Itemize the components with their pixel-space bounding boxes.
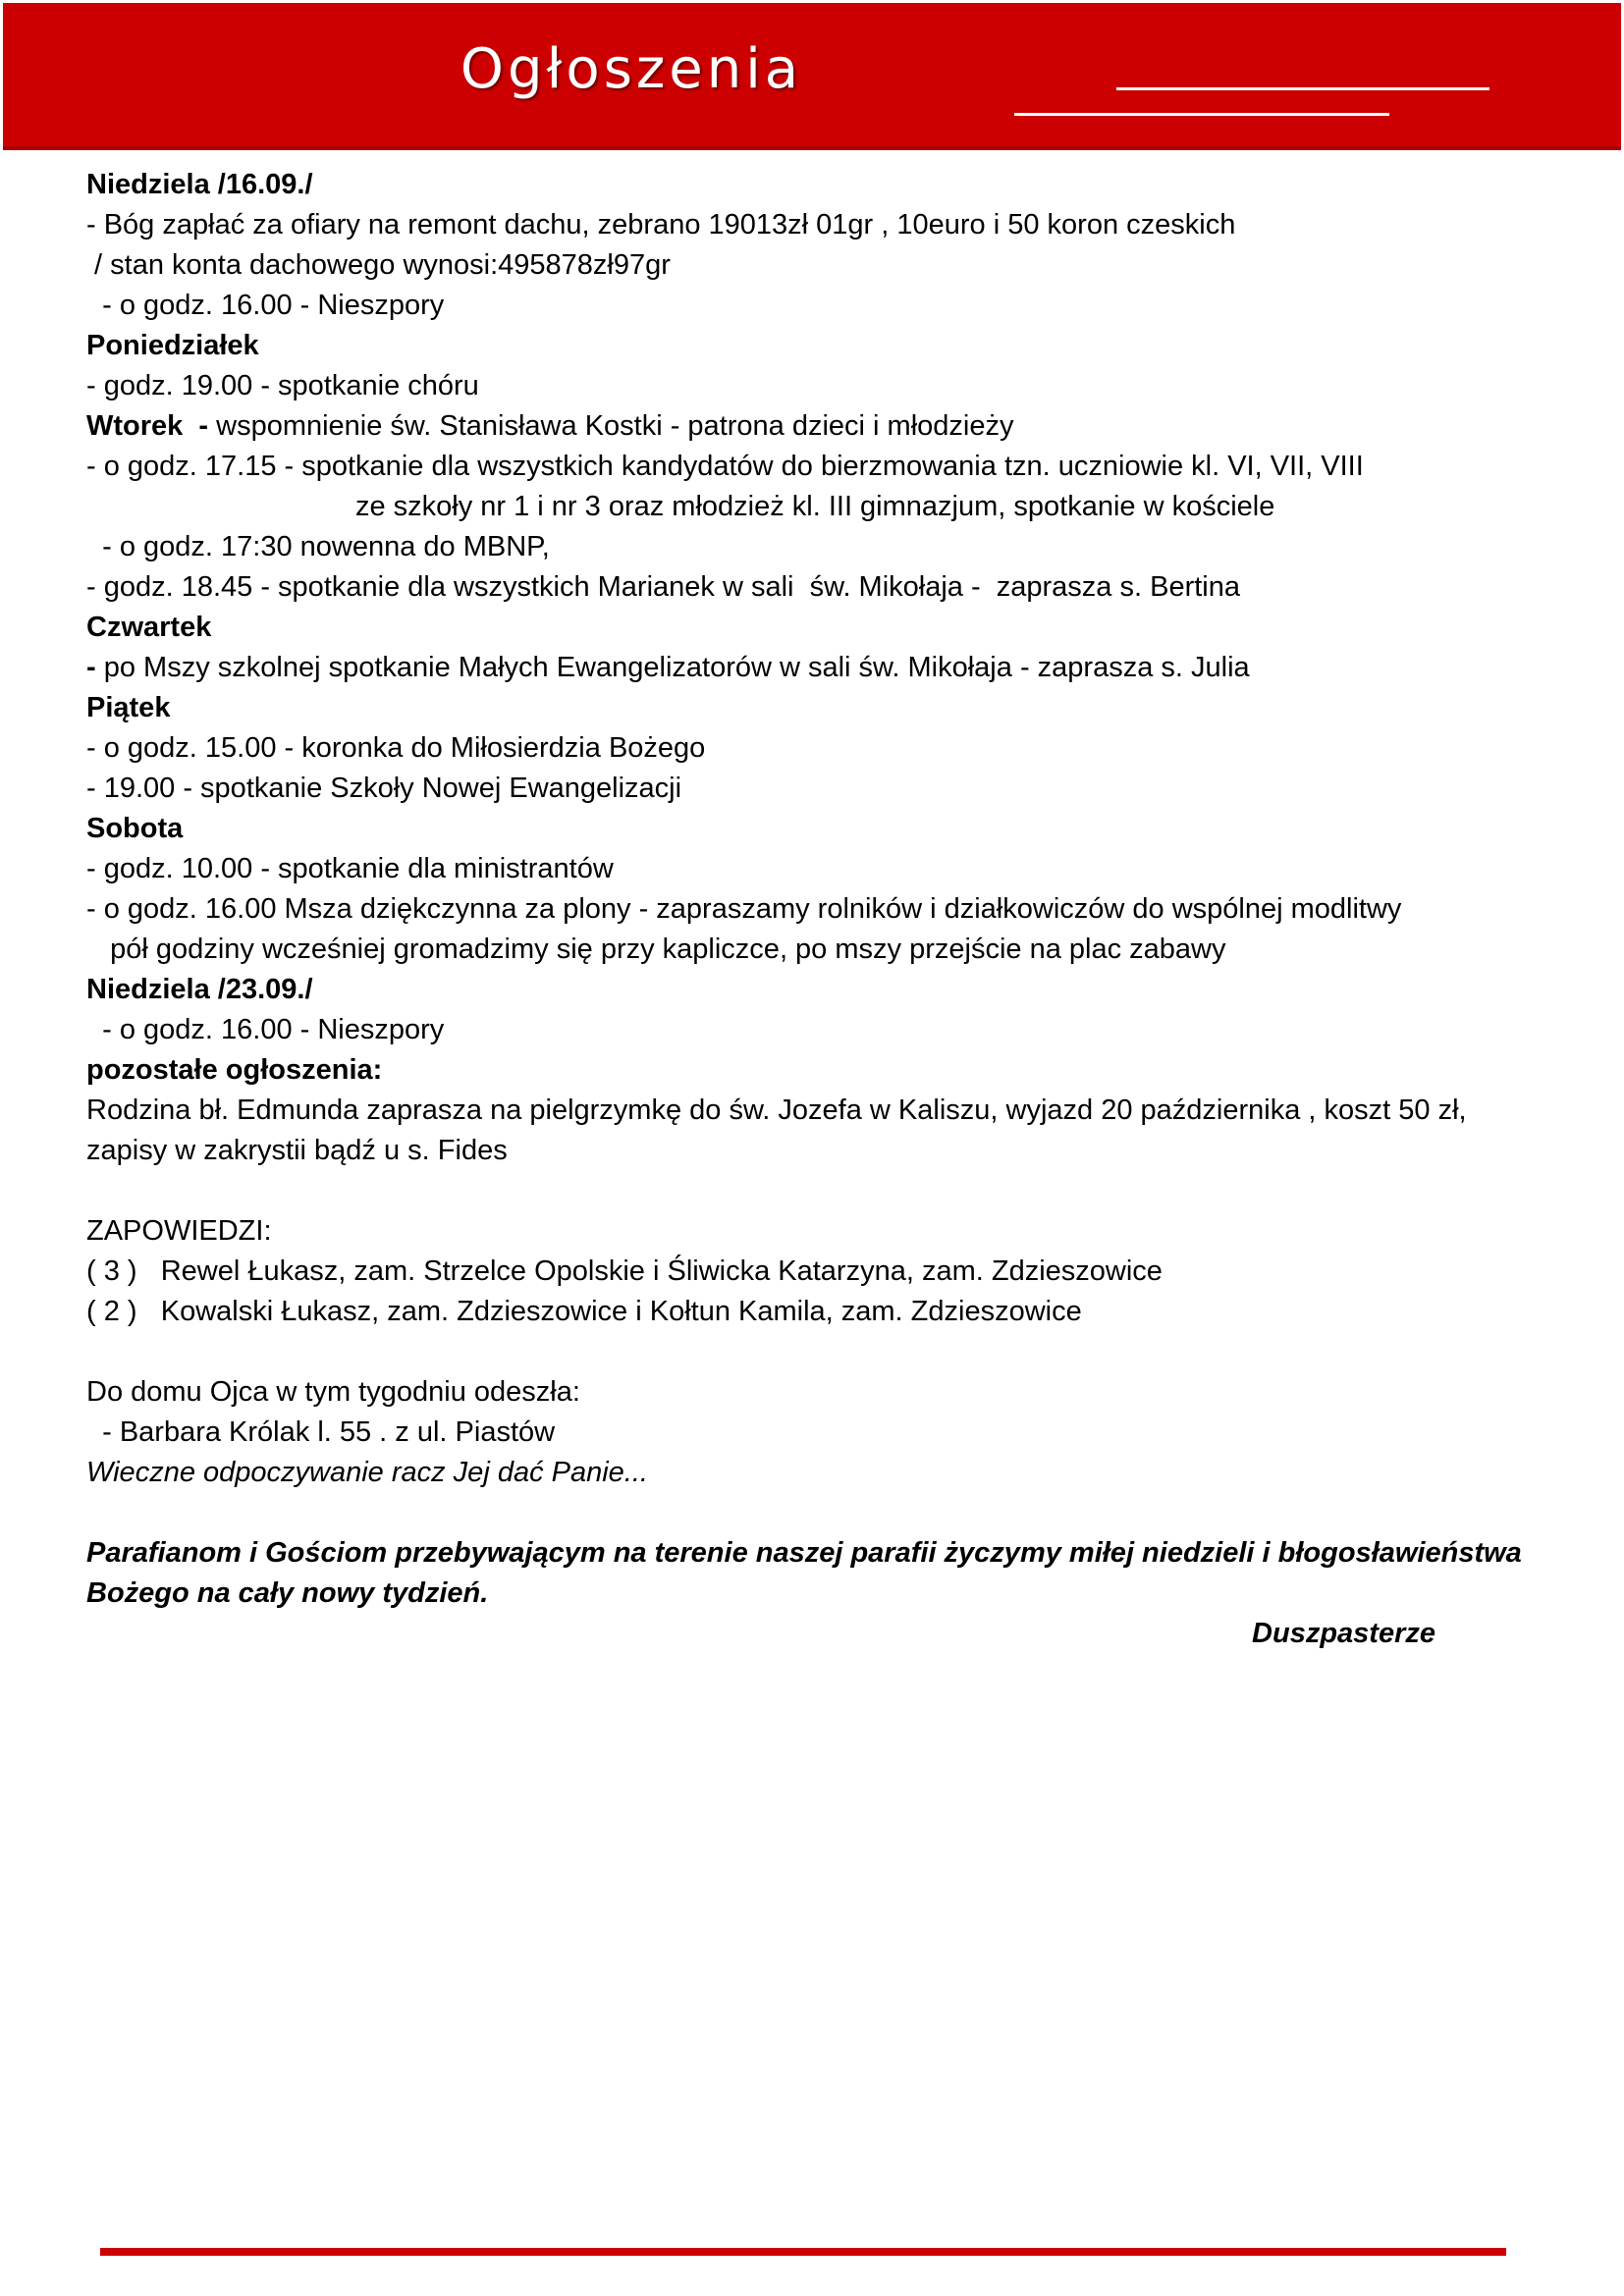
section-heading: pozostałe ogłoszenia: [86,1054,383,1086]
announcement-line: - o godz. 16.00 - Nieszpory [86,1014,445,1045]
header-decorative-rule [1014,113,1389,116]
bullet-dash: - [86,652,96,683]
banns-item: ( 3 ) Rewel Łukasz, zam. Strzelce Opolskie i Śliwicka Katarzyna, zam. Zdzieszowice [86,1255,1163,1287]
announcement-text: wspomnienie św. Stanisława Kostki - patrona dzieci i młodzieży [208,410,1014,442]
announcement-line: - Bóg zapłać za ofiary na remont dachu, zebrano 19013zł 01gr , 10euro i 50 koron czeskich [86,209,1236,240]
spacer [86,1171,1579,1211]
announcement-line: - o godz. 15.00 - koronka do Miłosierdzia Bożego [86,732,706,764]
day-heading: Wtorek - [86,410,209,442]
page-title: Ogłoszenia [460,37,803,101]
spacer [86,1332,1579,1372]
announcement-line: - godz. 19.00 - spotkanie chóru [86,370,479,401]
day-heading: Niedziela /16.09./ [86,169,313,200]
announcement-text: po Mszy szkolnej spotkanie Małych Ewangelizatorów w sali św. Mikołaja - zaprasza s. Julia [95,652,1250,683]
announcement-paragraph: Rodzina bł. Edmunda zaprasza na pielgrzymkę do św. Jozefa w Kaliszu, wyjazd 20 października , koszt 50 zł, zapisy w zakrystii bądź u s. Fides [86,1095,1467,1166]
day-heading: Czwartek [86,612,212,643]
closing-wish: Parafianom i Gościom przebywającym na terenie naszej parafii życzymy miłej niedzieli i błogosławieństwa Bożego na cały nowy tydzień. [86,1537,1522,1609]
day-heading: Poniedziałek [86,330,259,361]
announcement-line: - o godz. 16.00 Msza dziękczynna za plony - zapraszamy rolników i działkowiczów do wspólnej modlitwy [86,893,1402,925]
day-heading: Piątek [86,692,171,723]
announcement-line: - godz. 18.45 - spotkanie dla wszystkich Marianek w sali św. Mikołaja - zaprasza s. Bertina [86,571,1240,603]
announcement-line: - 19.00 - spotkanie Szkoły Nowej Ewangelizacji [86,773,682,804]
footer-rule [100,2248,1506,2256]
signature: Duszpasterze [1252,1618,1435,1649]
section-heading: ZAPOWIEDZI: [86,1215,272,1247]
announcement-line: - o godz. 16.00 - Nieszpory [86,290,445,321]
banns-item: ( 2 ) Kowalski Łukasz, zam. Zdzieszowice i Kołtun Kamila, zam. Zdzieszowice [86,1296,1082,1327]
announcement-line: ze szkoły nr 1 i nr 3 oraz młodzież kl. III gimnazjum, spotkanie w kościele [86,491,1275,522]
announcement-line [86,648,1579,688]
announcement-line: - o godz. 17.15 - spotkanie dla wszystkich kandydatów do bierzmowania tzn. uczniowie kl. VI, VII, VIII [86,451,1364,482]
announcement-line: pół godziny wcześniej gromadzimy się przy kapliczce, po mszy przejście na plac zabawy [86,934,1226,965]
header-banner [3,3,1621,150]
section-heading: Do domu Ojca w tym tygodniu odeszła: [86,1376,580,1408]
announcement-line: / stan konta dachowego wynosi:495878zł97gr [86,249,671,281]
prayer-line: Wieczne odpoczywanie racz Jej dać Panie... [86,1457,648,1488]
day-heading: Niedziela /23.09./ [86,974,313,1005]
header-decorative-rule [1116,87,1489,90]
spacer [86,1493,1579,1533]
announcement-line: - o godz. 17:30 nowenna do MBNP, [86,531,550,562]
day-heading-line [86,406,1579,447]
day-heading: Sobota [86,813,184,844]
announcements-body [86,165,1579,1654]
announcement-line: - godz. 10.00 - spotkanie dla ministrantów [86,853,614,884]
announcement-line: - Barbara Królak l. 55 . z ul. Piastów [86,1416,556,1448]
